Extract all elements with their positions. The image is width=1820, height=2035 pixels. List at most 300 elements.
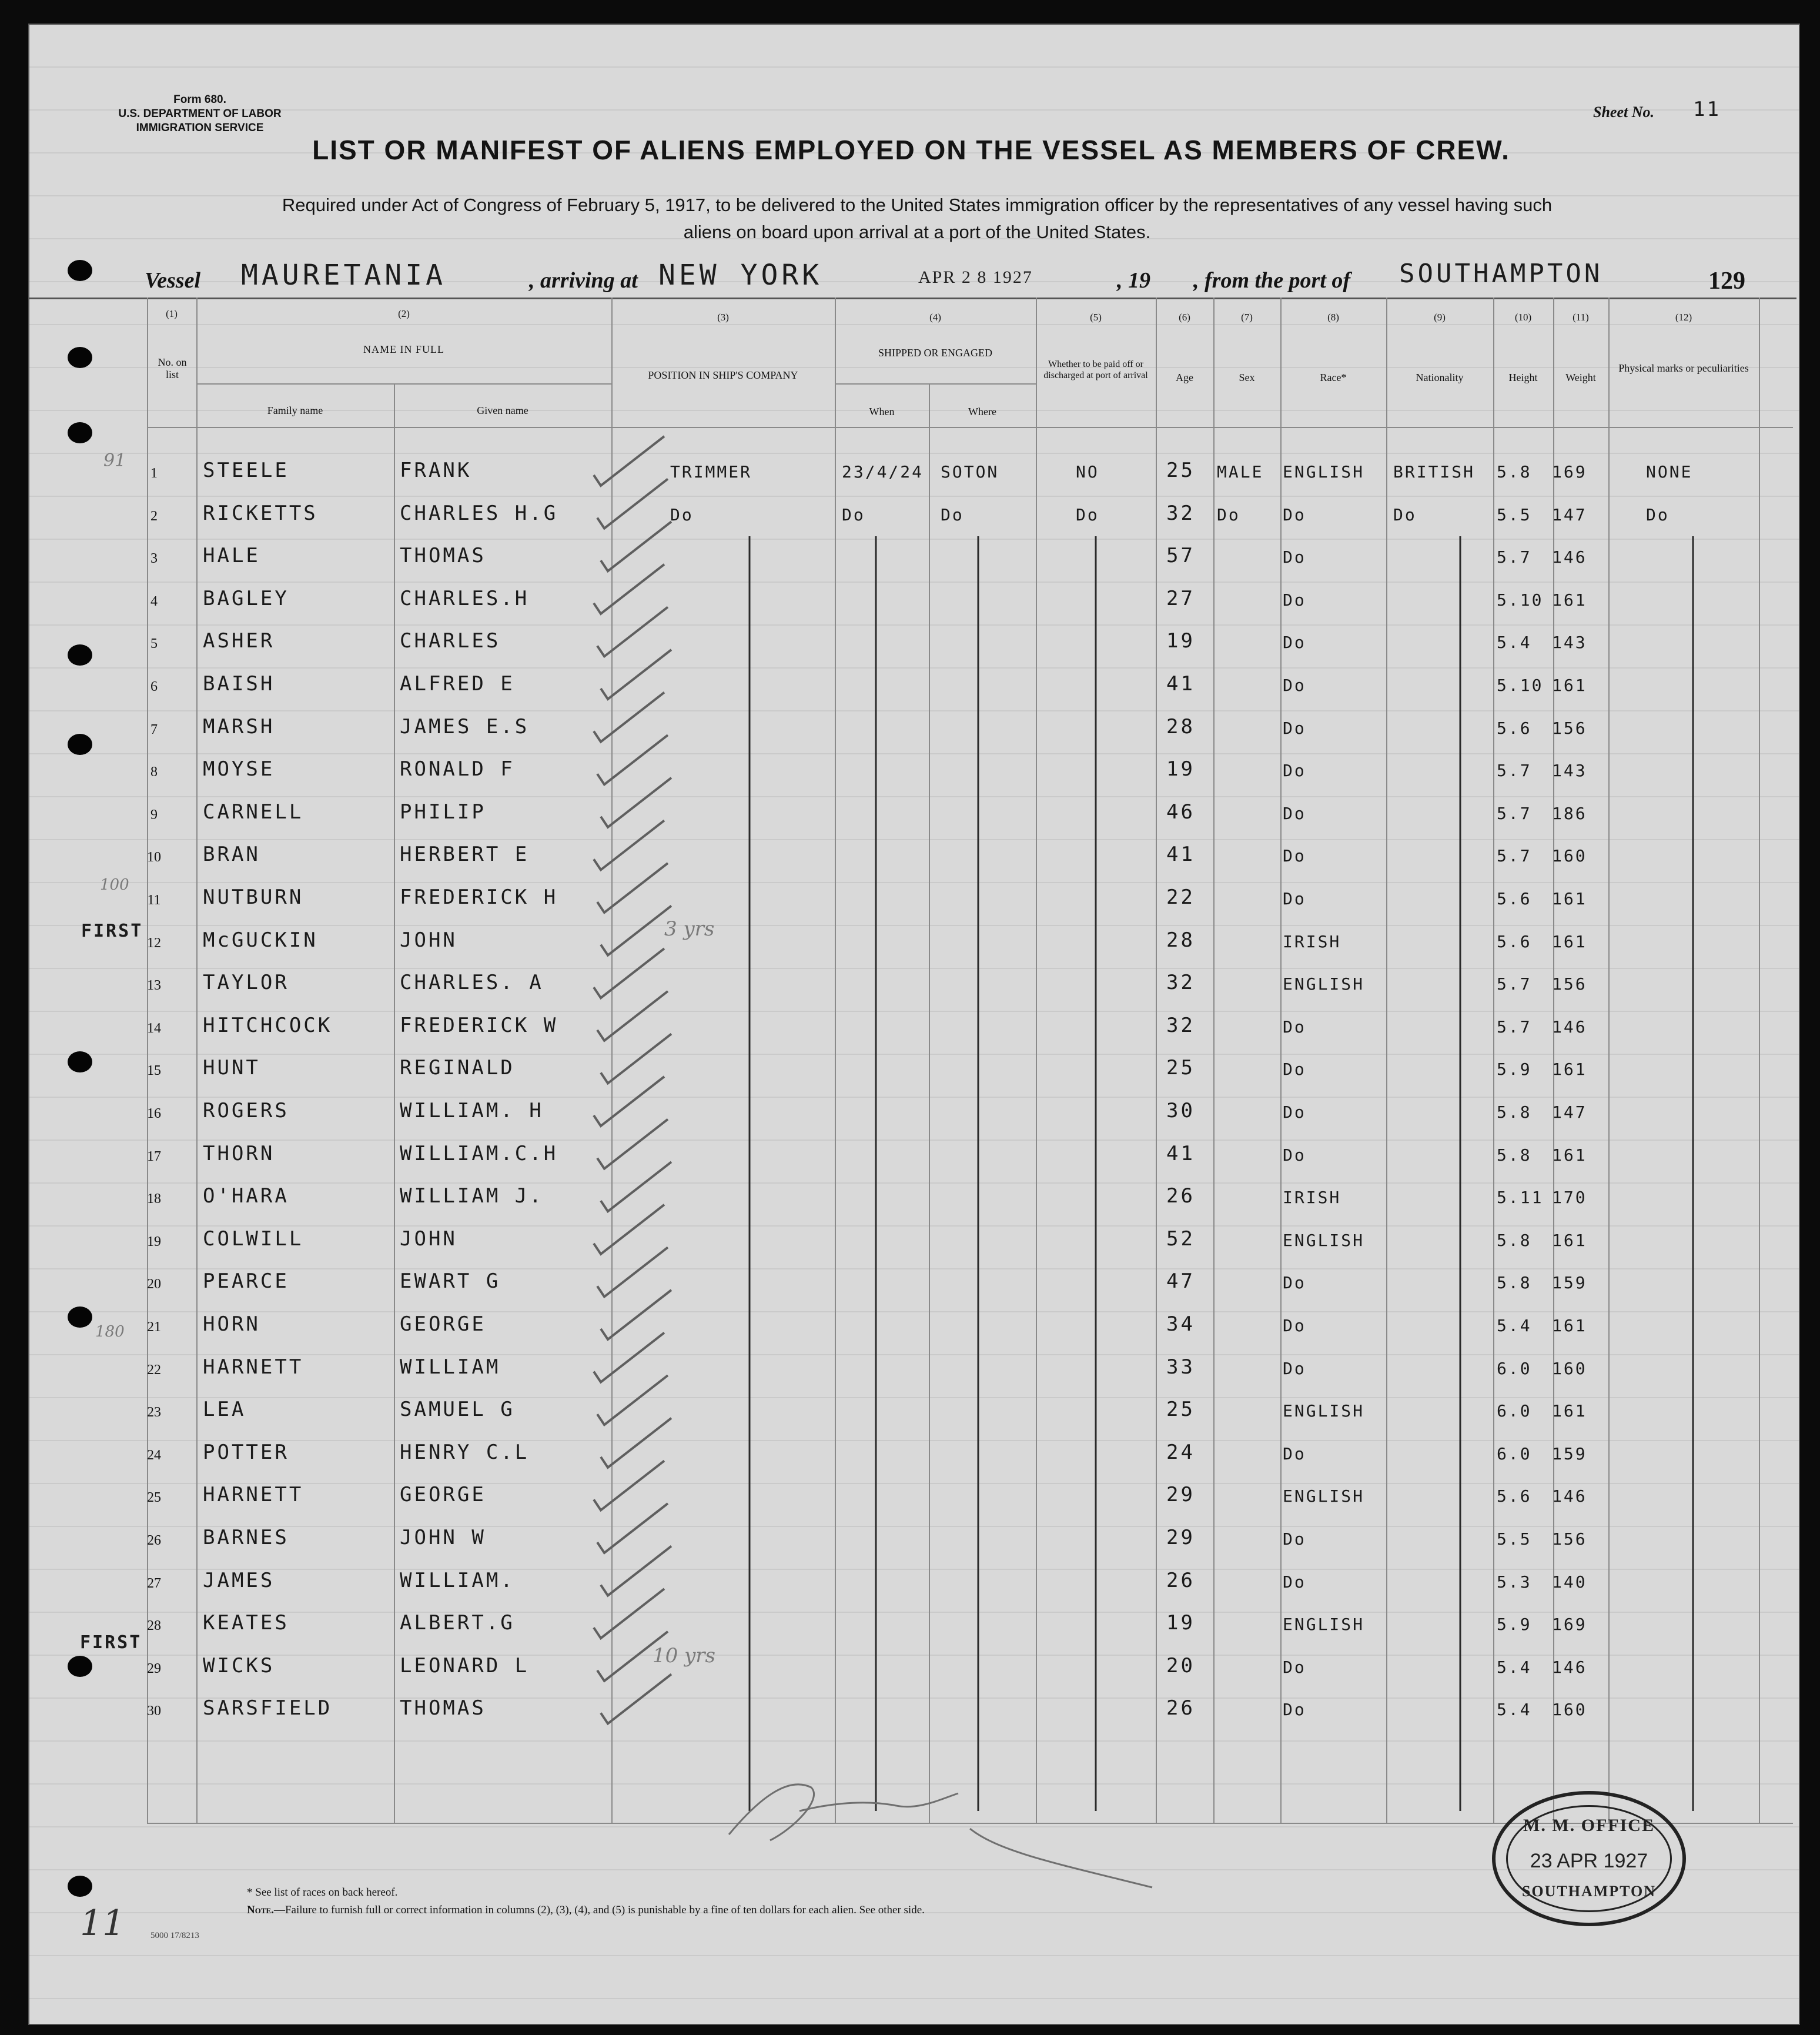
cell-age: 22	[1166, 885, 1195, 909]
header-race: Race*	[1320, 372, 1347, 383]
cell-weight: 156	[1552, 974, 1587, 994]
cell-given: CHARLES. A	[400, 971, 544, 995]
cell-given: SAMUEL G	[400, 1398, 515, 1422]
cell-given: JAMES E.S	[400, 714, 530, 739]
cell-race: Do	[1283, 1529, 1306, 1549]
cell-race: Do	[1283, 1102, 1306, 1122]
header-given-name: Given name	[477, 405, 528, 416]
cell-height: 5.8	[1497, 1102, 1532, 1122]
cell-height: 5.8	[1497, 1230, 1532, 1250]
cell-family: JAMES	[203, 1568, 275, 1592]
header-physical-marks: Physical marks or peculiarities	[1618, 362, 1749, 374]
cell-age: 19	[1166, 757, 1195, 781]
origin-port: SOUTHAMPTON	[1399, 259, 1603, 289]
cell-race: Do	[1283, 1316, 1306, 1335]
check-mark	[594, 820, 664, 870]
vessel-name: MAURETANIA	[241, 259, 446, 292]
col-num: (9)	[1434, 312, 1446, 323]
cell-height: 5.7	[1497, 547, 1532, 567]
year-label: , 19	[1117, 268, 1150, 293]
cell-given: HENRY C.L	[400, 1440, 530, 1464]
col-num: (1)	[166, 308, 178, 319]
header-height: Height	[1508, 372, 1538, 383]
cell-height: 5.4	[1497, 1657, 1532, 1677]
cell-weight: 161	[1552, 676, 1587, 695]
cell-race: Do	[1283, 846, 1306, 866]
cell-weight: 160	[1552, 1358, 1587, 1378]
check-mark	[594, 693, 664, 742]
cell-given: JOHN	[400, 928, 457, 952]
cell-weight: 147	[1552, 1102, 1587, 1122]
cell-height: 5.6	[1497, 931, 1532, 951]
cell-height: 5.6	[1497, 718, 1532, 738]
cell-age: 25	[1166, 459, 1195, 482]
cell-weight: 161	[1552, 1230, 1587, 1250]
row-number: 7	[150, 721, 158, 737]
cell-age: 28	[1166, 928, 1195, 952]
page-number: 129	[1708, 268, 1745, 295]
from-port-label: , from the port of	[1193, 268, 1351, 293]
cell-height: 5.11	[1497, 1188, 1544, 1208]
cell-given: EWART G	[400, 1269, 501, 1294]
cell-family: KEATES	[203, 1611, 289, 1635]
sheet-pencil-mark: 11	[80, 1903, 125, 1944]
cell-family: HUNT	[203, 1056, 260, 1080]
row-number: 1	[150, 466, 158, 481]
sheet-number: 11	[1693, 98, 1721, 121]
col-num: (7)	[1241, 312, 1253, 323]
subtitle-line-1: Required under Act of Congress of February 5, 1917, to be delivered to the United States immigration officer by the representatives of any vessel having such	[282, 195, 1553, 215]
row-number: 4	[150, 593, 158, 609]
cell-family: BARNES	[203, 1526, 289, 1549]
row-number: 25	[147, 1490, 161, 1506]
cell-given: FRANK	[400, 459, 472, 482]
cell-given: WILLIAM	[400, 1355, 501, 1379]
cell-given: ALBERT.G	[400, 1611, 515, 1635]
cell-weight: 161	[1552, 590, 1587, 610]
cell-height: 5.7	[1497, 761, 1532, 781]
row-number: 8	[150, 764, 158, 780]
col-num: (6)	[1179, 312, 1190, 323]
cell-age: 26	[1166, 1696, 1195, 1720]
col-num: (4)	[929, 312, 941, 323]
cell-where: Do	[941, 504, 964, 524]
cell-given: WILLIAM J.	[400, 1184, 544, 1208]
cell-age: 29	[1166, 1526, 1195, 1549]
check-mark	[594, 436, 664, 486]
cell-weight: 156	[1552, 1529, 1587, 1549]
row-number: 14	[147, 1020, 161, 1036]
cell-race: Do	[1283, 889, 1306, 908]
cell-weight: 170	[1552, 1188, 1587, 1208]
cell-race: ENGLISH	[1283, 1486, 1365, 1506]
check-mark	[601, 1546, 671, 1596]
cell-race: Do	[1283, 590, 1306, 610]
cell-given: WILLIAM. H	[400, 1099, 544, 1122]
cell-race: Do	[1283, 633, 1306, 653]
cell-age: 26	[1166, 1568, 1195, 1592]
cell-height: 6.0	[1497, 1401, 1532, 1421]
check-mark	[597, 863, 668, 913]
cell-given: ALFRED E	[400, 672, 515, 696]
col-num: (2)	[398, 308, 410, 319]
row-number: 13	[147, 978, 161, 994]
row-number: 21	[147, 1319, 161, 1335]
cell-given: CHARLES H.G	[400, 501, 558, 525]
cell-age: 41	[1166, 1141, 1195, 1165]
cell-race: Do	[1283, 1443, 1306, 1463]
check-mark	[597, 607, 668, 656]
cell-height: 5.4	[1497, 1316, 1532, 1335]
cell-family: POTTER	[203, 1440, 289, 1464]
cell-position: TRIMMER	[670, 462, 752, 482]
header-age: Age	[1176, 372, 1193, 383]
cell-height: 5.6	[1497, 889, 1532, 908]
cell-when: Do	[842, 504, 865, 524]
cell-weight: 156	[1552, 718, 1587, 738]
check-mark	[601, 1674, 671, 1723]
col-num: (10)	[1514, 312, 1532, 323]
cell-race: ENGLISH	[1283, 1230, 1365, 1250]
cell-family: THORN	[203, 1141, 275, 1165]
cell-family: SARSFIELD	[203, 1696, 333, 1720]
cell-when: 23/4/24	[842, 462, 924, 482]
cell-weight: 169	[1552, 1615, 1587, 1635]
cell-paid: NO	[1076, 462, 1099, 482]
cell-height: 5.5	[1497, 504, 1532, 524]
cell-height: 5.3	[1497, 1572, 1532, 1592]
cell-age: 26	[1166, 1184, 1195, 1208]
cell-height: 5.7	[1497, 974, 1532, 994]
cell-age: 47	[1166, 1269, 1195, 1294]
subtitle-line-2: aliens on board upon arrival at a port of the United States.	[683, 222, 1151, 242]
cell-age: 32	[1166, 971, 1195, 995]
cell-nationality: BRITISH	[1393, 462, 1476, 482]
header-when: When	[869, 406, 895, 417]
cell-family: PEARCE	[203, 1269, 289, 1294]
cell-height: 5.5	[1497, 1529, 1532, 1549]
margin-note: 91	[103, 450, 126, 471]
cell-height: 5.6	[1497, 1486, 1532, 1506]
check-mark	[601, 1290, 671, 1339]
cell-race: ENGLISH	[1283, 1615, 1365, 1635]
cell-weight: 143	[1552, 633, 1587, 653]
cell-given: GEORGE	[400, 1483, 486, 1507]
pencil-check-marks	[594, 436, 671, 1723]
row-number: 30	[147, 1703, 161, 1719]
margin-note: 100	[100, 876, 129, 894]
cell-sex: MALE	[1217, 462, 1264, 482]
cell-given: THOMAS	[400, 544, 486, 568]
cell-race: IRISH	[1283, 1188, 1341, 1208]
office-stamp	[1492, 1791, 1686, 1926]
cell-family: TAYLOR	[203, 971, 289, 995]
check-mark	[597, 1375, 668, 1425]
check-mark	[601, 1162, 671, 1211]
stamp-office: M. M. OFFICE	[1523, 1816, 1655, 1835]
row-number: 24	[147, 1447, 161, 1463]
cell-family: ROGERS	[203, 1099, 289, 1122]
note-text: —Failure to furnish full or correct information in columns (2), (3), (4), and (5) is punishable by a fine of ten dollars for each alien. See other side.	[273, 1904, 925, 1916]
ditto-lines	[750, 536, 1693, 1811]
cell-age: 28	[1166, 714, 1195, 739]
cell-height: 5.9	[1497, 1060, 1532, 1080]
cell-age: 57	[1166, 544, 1195, 568]
row-number: 22	[147, 1362, 161, 1378]
cell-height: 6.0	[1497, 1443, 1532, 1463]
margin-first-mark: FIRST	[81, 921, 143, 941]
cell-position: Do	[670, 504, 694, 524]
cell-age: 25	[1166, 1398, 1195, 1422]
row-number: 15	[147, 1063, 161, 1079]
header-shipped-engaged: SHIPPED OR ENGAGED	[878, 347, 992, 359]
col-num: (12)	[1675, 312, 1692, 323]
cell-height: 5.9	[1497, 1615, 1532, 1635]
cell-age: 25	[1166, 1056, 1195, 1080]
penalty-note	[247, 1904, 1481, 1917]
cell-race: ENGLISH	[1283, 974, 1365, 994]
cell-family: HITCHCOCK	[203, 1013, 333, 1037]
cell-family: RICKETTS	[203, 501, 318, 525]
cell-weight: 146	[1552, 1486, 1587, 1506]
department: U.S. DEPARTMENT OF LABOR	[118, 108, 282, 120]
check-mark	[597, 1247, 668, 1296]
row-number: 23	[147, 1405, 161, 1421]
check-mark	[594, 948, 664, 998]
cell-sex: Do	[1217, 504, 1240, 524]
stamp-port: SOUTHAMPTON	[1521, 1883, 1657, 1900]
cell-age: 41	[1166, 843, 1195, 867]
col-num: (3)	[717, 312, 729, 323]
cell-height: 5.8	[1497, 462, 1532, 482]
header-nationality: Nationality	[1416, 372, 1464, 383]
cell-given: RONALD F	[400, 757, 515, 781]
cell-given: CHARLES.H	[400, 586, 530, 610]
cell-height: 5.10	[1497, 590, 1544, 610]
row-number: 12	[147, 935, 161, 951]
check-mark	[601, 522, 671, 571]
cell-race: Do	[1283, 1273, 1306, 1293]
cell-given: CHARLES	[400, 629, 501, 653]
position-note: 10 yrs	[653, 1644, 715, 1668]
row-number: 10	[147, 850, 161, 866]
cell-given: JOHN W	[400, 1526, 486, 1549]
check-mark	[594, 1077, 664, 1126]
arrival-date-stamp: APR 2 8 1927	[918, 268, 1033, 287]
cell-nationality: Do	[1393, 504, 1417, 524]
sheet-label: Sheet No.	[1593, 103, 1654, 121]
check-mark	[601, 1418, 671, 1468]
cell-race: Do	[1283, 761, 1306, 781]
cell-family: NUTBURN	[203, 885, 304, 909]
cell-height: 5.8	[1497, 1145, 1532, 1165]
cell-family: LEA	[203, 1398, 246, 1422]
cell-age: 41	[1166, 672, 1195, 696]
cell-given: FREDERICK W	[400, 1013, 558, 1037]
margin-first-mark: FIRST	[80, 1632, 142, 1653]
check-mark	[601, 906, 671, 955]
check-mark	[601, 650, 671, 699]
cell-weight: 146	[1552, 1657, 1587, 1677]
cell-family: McGUCKIN	[203, 928, 318, 952]
check-mark	[594, 1205, 664, 1254]
row-number: 6	[150, 679, 158, 694]
check-mark	[597, 1503, 668, 1553]
cell-family: BAGLEY	[203, 586, 289, 610]
arrival-port: NEW YORK	[658, 259, 823, 292]
cell-given: WILLIAM.C.H	[400, 1141, 558, 1165]
cell-race: Do	[1283, 1572, 1306, 1592]
row-number: 17	[147, 1148, 161, 1164]
cell-age: 33	[1166, 1355, 1195, 1379]
note-label: Note.	[247, 1904, 274, 1916]
cell-family: MARSH	[203, 714, 275, 739]
cell-weight: 161	[1552, 931, 1587, 951]
print-code: 5000 17/8213	[150, 1931, 199, 1940]
cell-age: 30	[1166, 1099, 1195, 1122]
cell-race: Do	[1283, 803, 1306, 823]
cell-weight: 169	[1552, 462, 1587, 482]
cell-age: 32	[1166, 1013, 1195, 1037]
row-number: 19	[147, 1234, 161, 1249]
header-position: POSITION IN SHIP'S COMPANY	[648, 369, 798, 381]
cell-family: HARNETT	[203, 1355, 304, 1379]
cell-race: IRISH	[1283, 931, 1341, 951]
row-number: 18	[147, 1191, 161, 1207]
cell-marks: NONE	[1646, 462, 1693, 482]
check-mark	[597, 735, 668, 784]
check-mark	[594, 1589, 664, 1638]
cell-weight: 161	[1552, 1401, 1587, 1421]
cell-age: 27	[1166, 586, 1195, 610]
cell-height: 6.0	[1497, 1358, 1532, 1378]
cell-weight: 159	[1552, 1443, 1587, 1463]
cell-given: FREDERICK H	[400, 885, 558, 909]
cell-height: 5.4	[1497, 1700, 1532, 1720]
cell-given: LEONARD L	[400, 1653, 530, 1678]
cell-family: BAISH	[203, 672, 275, 696]
header-sex: Sex	[1239, 372, 1255, 383]
check-mark	[594, 564, 664, 614]
row-number: 28	[147, 1618, 161, 1634]
cell-age: 19	[1166, 1611, 1195, 1635]
row-number: 29	[147, 1660, 161, 1676]
check-mark	[594, 1333, 664, 1382]
form-number: Form 680.	[173, 93, 226, 106]
cell-family: ASHER	[203, 629, 275, 653]
cell-given: PHILIP	[400, 800, 486, 824]
col-num: (5)	[1090, 312, 1102, 323]
cell-paid: Do	[1076, 504, 1099, 524]
header-weight: Weight	[1565, 372, 1596, 383]
cell-family: HALE	[203, 544, 260, 568]
page-title: LIST OR MANIFEST OF ALIENS EMPLOYED ON THE VESSEL AS MEMBERS OF CREW.	[312, 135, 1510, 165]
cell-height: 5.7	[1497, 1017, 1532, 1037]
check-mark	[597, 479, 668, 529]
cell-race: Do	[1283, 1657, 1306, 1677]
col-num: (8)	[1327, 312, 1339, 323]
cell-marks: Do	[1646, 504, 1670, 524]
cell-given: HERBERT E	[400, 843, 530, 867]
cell-weight: 160	[1552, 1700, 1587, 1720]
row-number: 20	[147, 1277, 161, 1292]
cell-race: Do	[1283, 1358, 1306, 1378]
cell-race: Do	[1283, 1700, 1306, 1720]
service: IMMIGRATION SERVICE	[136, 122, 264, 134]
cell-age: 19	[1166, 629, 1195, 653]
row-number: 3	[150, 551, 158, 567]
check-mark	[601, 778, 671, 827]
cell-weight: 161	[1552, 889, 1587, 908]
cell-family: MOYSE	[203, 757, 275, 781]
cell-race: Do	[1283, 676, 1306, 695]
margin-note: 180	[95, 1323, 125, 1341]
cell-race: Do	[1283, 547, 1306, 567]
cell-family: CARNELL	[203, 800, 304, 824]
cell-weight: 146	[1552, 1017, 1587, 1037]
cell-age: 52	[1166, 1227, 1195, 1251]
cell-weight: 186	[1552, 803, 1587, 823]
row-number: 2	[150, 508, 158, 524]
row-number: 5	[150, 636, 158, 652]
cell-age: 32	[1166, 501, 1195, 525]
cell-family: O'HARA	[203, 1184, 289, 1208]
row-number: 9	[150, 807, 158, 823]
stamp-date: 23 APR 1927	[1530, 1850, 1648, 1872]
check-mark	[594, 1461, 664, 1510]
col-num: (11)	[1573, 312, 1589, 323]
cell-weight: 160	[1552, 846, 1587, 866]
cell-family: BRAN	[203, 843, 260, 867]
cell-family: STEELE	[203, 459, 289, 482]
cell-height: 5.7	[1497, 846, 1532, 866]
cell-race: Do	[1283, 1060, 1306, 1080]
cell-family: WICKS	[203, 1653, 275, 1678]
header-family-name: Family name	[267, 405, 323, 416]
cell-weight: 143	[1552, 761, 1587, 781]
cell-race: Do	[1283, 718, 1306, 738]
arriving-label: , arriving at	[529, 268, 638, 293]
check-mark	[597, 1120, 668, 1169]
check-mark	[597, 991, 668, 1041]
position-note: 3 yrs	[664, 917, 715, 941]
cell-given: REGINALD	[400, 1056, 515, 1080]
cell-race: ENGLISH	[1283, 1401, 1365, 1421]
cell-age: 20	[1166, 1653, 1195, 1678]
cell-race: Do	[1283, 1017, 1306, 1037]
cell-family: HARNETT	[203, 1483, 304, 1507]
row-number: 26	[147, 1533, 161, 1548]
row-number: 16	[147, 1106, 161, 1121]
cell-given: GEORGE	[400, 1312, 486, 1336]
header-name-in-full: NAME IN FULL	[363, 343, 444, 355]
cell-height: 5.4	[1497, 633, 1532, 653]
cell-weight: 161	[1552, 1316, 1587, 1335]
header-where: Where	[968, 406, 996, 417]
cell-family: HORN	[203, 1312, 260, 1336]
clerk-signature	[729, 1785, 1152, 1887]
cell-family: COLWILL	[203, 1227, 304, 1251]
cell-given: WILLIAM.	[400, 1568, 515, 1592]
header-no-on-list: No. on list	[158, 356, 187, 380]
cell-age: 24	[1166, 1440, 1195, 1464]
cell-weight: 140	[1552, 1572, 1587, 1592]
cell-given: JOHN	[400, 1227, 457, 1251]
cell-race: Do	[1283, 1145, 1306, 1165]
cell-weight: 146	[1552, 547, 1587, 567]
cell-height: 5.10	[1497, 676, 1544, 695]
cell-weight: 161	[1552, 1060, 1587, 1080]
